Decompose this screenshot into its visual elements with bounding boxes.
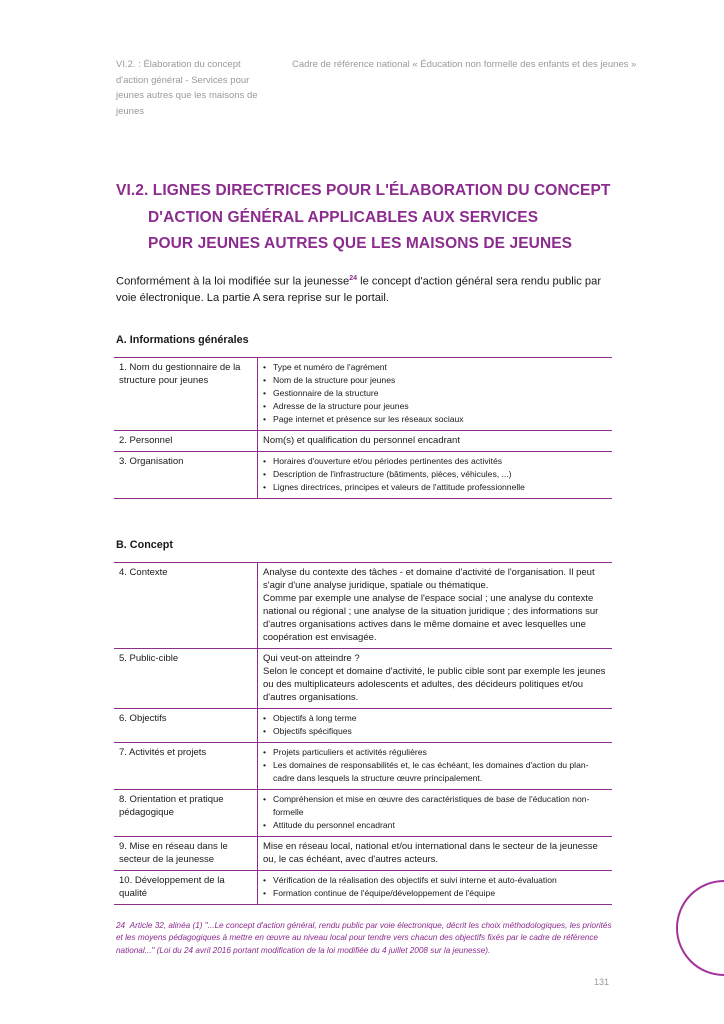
row-content [258, 358, 613, 431]
bullet-list [263, 361, 608, 426]
row-label: 5. Public-cible [114, 649, 258, 709]
list-item: • Objectifs spécifiques [263, 725, 608, 738]
row-content [258, 871, 613, 905]
intro-text-after: le concept d'action général sera rendu public par voie électronique. La partie A sera reprise sur le portail. [116, 275, 602, 304]
list-item: • Projets particuliers et activités régulières [263, 746, 608, 759]
row-label: 1. Nom du gestionnaire de la structure pour jeunes [114, 358, 258, 431]
decorative-circle [676, 880, 724, 976]
table-row [114, 563, 612, 649]
table-row [114, 709, 612, 743]
table-row [114, 452, 612, 499]
list-item: • Page internet et présence sur les réseaux sociaux [263, 413, 608, 426]
page-title [116, 178, 616, 258]
list-item: • Nom de la structure pour jeunes [263, 374, 608, 387]
section-a-title: A. Informations générales [116, 334, 249, 346]
list-item: • Adresse de la structure pour jeunes [263, 400, 608, 413]
footnote-number: 24 [116, 921, 126, 930]
list-item: • Type et numéro de l'agrément [263, 361, 608, 374]
row-content: Analyse du contexte des tâches - et domaine d'activité de l'organisation. Il peut s'agir d'une analyse juridique, spatiale ou thématique. Comme par exemple une analyse de l'espace social ; une analyse du contexte national ou régional ; une analyse de la situation juridique ; des informations sur d'autres organisations actives dans le même domaine et avec lesquelles une coopération est envisagée. [258, 563, 613, 649]
intro-text-before: Conformément à la loi modifiée sur la jeunesse [116, 275, 350, 288]
page-number: 131 [594, 977, 610, 987]
list-item: • Gestionnaire de la structure [263, 387, 608, 400]
list-item: • Description de l'infrastructure (bâtiments, pièces, véhicules, ...) [263, 468, 608, 481]
bullet-list [263, 455, 608, 494]
row-label: 9. Mise en réseau dans le secteur de la jeunesse [114, 837, 258, 871]
footnote [116, 920, 614, 957]
row-content: Qui veut-on atteindre ? Selon le concept et domaine d'activité, le public cible sont par exemple les jeunes ou des multiplicateurs adolescents et adultes, des décideurs politiques et/ou d'autres organisations. [258, 649, 613, 709]
list-item: • Objectifs à long terme [263, 712, 608, 725]
bullet-list [263, 712, 608, 738]
row-content [258, 790, 613, 837]
row-label: 4. Contexte [114, 563, 258, 649]
table-row [114, 743, 612, 790]
section-b-title: B. Concept [116, 539, 173, 551]
list-item: • Compréhension et mise en œuvre des caractéristiques de base de l'éducation non-formelle [263, 793, 608, 819]
row-content: Nom(s) et qualification du personnel encadrant [258, 431, 613, 452]
row-content: Mise en réseau local, national et/ou international dans le secteur de la jeunesse ou, le cas échéant, avec d'autres acteurs. [258, 837, 613, 871]
row-label: 3. Organisation [114, 452, 258, 499]
running-header-section: VI.2. : Élaboration du concept d'action général - Services pour jeunes autres que les maisons de jeunes [116, 59, 258, 117]
list-item: • Attitude du personnel encadrant [263, 819, 608, 832]
list-item: • Vérification de la réalisation des objectifs et suivi interne et auto-évaluation [263, 874, 608, 887]
row-content [258, 743, 613, 790]
title-line-1: VI.2. LIGNES DIRECTRICES POUR L'ÉLABORATION DU CONCEPT [116, 182, 611, 199]
list-item: • Lignes directrices, principes et valeurs de l'attitude professionnelle [263, 481, 608, 494]
bullet-list [263, 793, 608, 832]
table-row [114, 649, 612, 709]
row-label: 10. Développement de la qualité [114, 871, 258, 905]
bullet-list [263, 874, 608, 900]
bullet-list [263, 746, 608, 785]
table-general-info [114, 357, 612, 499]
title-line-2: D'ACTION GÉNÉRAL APPLICABLES AUX SERVICES [148, 208, 539, 226]
footnote-ref[interactable]: 24 [349, 275, 357, 282]
row-content [258, 452, 613, 499]
table-row [114, 871, 612, 905]
table-row [114, 431, 612, 452]
row-label: 2. Personnel [114, 431, 258, 452]
list-item: • Horaires d'ouverture et/ou périodes pertinentes des activités [263, 455, 608, 468]
table-row [114, 790, 612, 837]
row-label: 7. Activités et projets [114, 743, 258, 790]
row-label: 8. Orientation et pratique pédagogique [114, 790, 258, 837]
table-concept [114, 562, 612, 905]
title-line-3: POUR JEUNES AUTRES QUE LES MAISONS DE JEUNES [148, 235, 573, 252]
intro-paragraph [116, 271, 614, 306]
row-content [258, 709, 613, 743]
list-item: • Formation continue de l'équipe/développement de l'équipe [263, 887, 608, 900]
running-header-title: Cadre de référence national « Éducation non formelle des enfants et des jeunes » [292, 59, 637, 70]
list-item: • Les domaines de responsabilités et, le cas échéant, les domaines d'action du plan-cadre dans lesquels la structure œuvre principalement. [263, 759, 608, 785]
footnote-text: Article 32, alinéa (1) "...Le concept d'action général, rendu public par voie électronique, décrit les choix méthodologiques, les priorités et les moyens pédagogiques à mettre en œuvre au niveau local pour tendre vers chacun des objectifs fixés par le cadre de référence national..." (Loi du 24 avril 2016 portant modification de la loi modifiée du 4 juillet 2008 sur la jeunesse). [116, 921, 612, 955]
table-row [114, 358, 612, 431]
row-label: 6. Objectifs [114, 709, 258, 743]
table-row [114, 837, 612, 871]
